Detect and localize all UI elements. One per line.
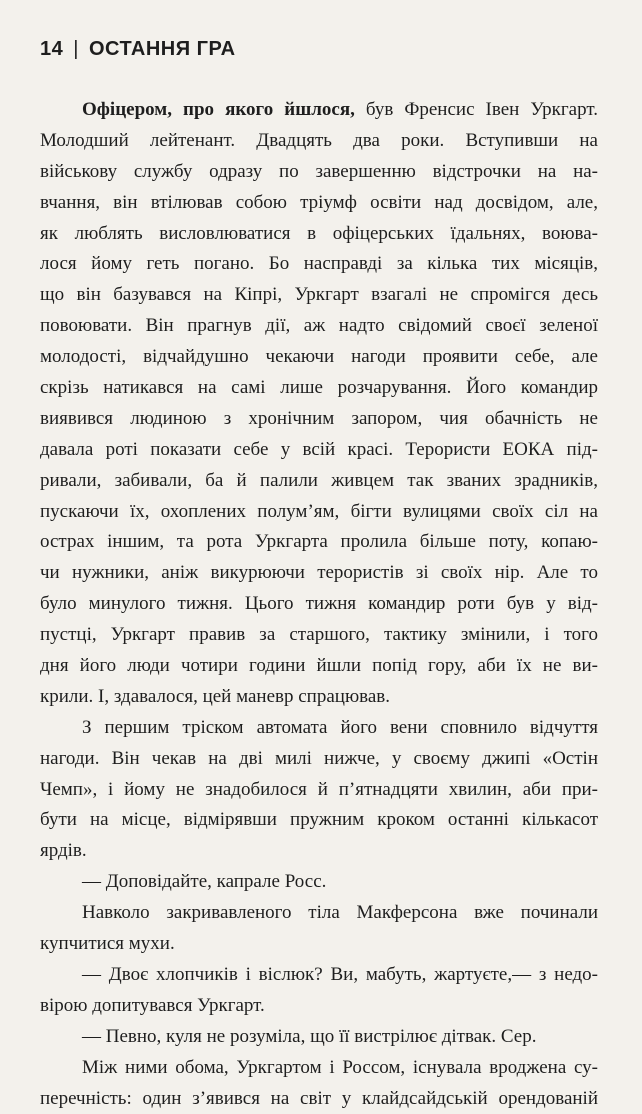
text-line bbox=[40, 435, 598, 466]
text-line bbox=[40, 1084, 598, 1114]
text-line bbox=[40, 744, 598, 775]
header-separator: | bbox=[73, 38, 79, 61]
line-text: пустці, Уркгарт правив за старшого, тактику змінили, і того bbox=[40, 624, 598, 645]
line-text: дня його люди чотири години йшли попід гору, аби їх не ви- bbox=[40, 655, 598, 676]
line-text: давала роті показати себе у всій красі. Терористи ЕОКА під- bbox=[40, 439, 598, 460]
text-line bbox=[40, 713, 598, 744]
text-line bbox=[40, 960, 598, 991]
line-text: що він базувався на Кіпрі, Уркгарт взагалі не спромігся десь bbox=[40, 284, 598, 305]
line-text: скрізь натикався на самі лише розчарування. Його командир bbox=[40, 377, 598, 398]
text-line bbox=[40, 651, 598, 682]
line-text: — Певно, куля не розуміла, що її вистрілює дітвак. Сер. bbox=[82, 1026, 536, 1047]
line-text: ривали, забивали, ба й палили живцем так званих зрадників, bbox=[40, 470, 598, 491]
line-text: — Доповідайте, капрале Росс. bbox=[82, 871, 326, 892]
text-line bbox=[40, 558, 598, 589]
line-text: Чемп», і йому не знадобилося й п’ятнадцяти хвилин, аби при- bbox=[40, 779, 598, 800]
line-text: лося йому геть погано. Бо насправді за кілька тих місяців, bbox=[40, 253, 598, 274]
text-line bbox=[40, 157, 598, 188]
text-line bbox=[40, 682, 598, 713]
line-text: як люблять висловлюватися в офіцерських їдальнях, воюва- bbox=[40, 223, 598, 244]
line-text: пускаючи їх, охоплених полум’ям, бігти вулицями своїх сіл на bbox=[40, 501, 598, 522]
line-text: острах іншим, та рота Уркгарта пролила більше поту, копаю- bbox=[40, 531, 598, 552]
text-line bbox=[40, 249, 598, 280]
text-line bbox=[40, 620, 598, 651]
line-text: був Френсис Івен Уркгарт. bbox=[355, 99, 598, 120]
line-text: повоювати. Він прагнув дії, аж надто свідомий своєї зеленої bbox=[40, 315, 598, 336]
text-line bbox=[40, 898, 598, 929]
line-text: Між ними обома, Уркгартом і Россом, існувала вроджена су- bbox=[82, 1057, 598, 1078]
text-line bbox=[40, 991, 598, 1022]
text-line bbox=[40, 466, 598, 497]
text-line bbox=[40, 775, 598, 806]
line-text: виявився людиною з хронічним запором, чия обачність не bbox=[40, 408, 598, 429]
text-line bbox=[40, 1022, 598, 1053]
line-text: Навколо закривавленого тіла Макферсона вже починали bbox=[82, 902, 598, 923]
running-header bbox=[40, 38, 236, 61]
text-line bbox=[40, 527, 598, 558]
text-line bbox=[40, 929, 598, 960]
line-text: вчання, він втілював собою тріумф освіти над досвідом, але, bbox=[40, 192, 598, 213]
line-text: чи нужники, аніж викурюючи терористів зі своїх нір. Але то bbox=[40, 562, 598, 583]
text-line bbox=[40, 497, 598, 528]
text-line bbox=[40, 126, 598, 157]
book-title: ОСТАННЯ ГРА bbox=[89, 38, 236, 61]
text-line bbox=[40, 219, 598, 250]
text-line bbox=[40, 95, 598, 126]
line-text: перечність: один з’явився на світ у клайдсайдській орендованій bbox=[40, 1088, 598, 1109]
text-line bbox=[40, 311, 598, 342]
line-text: було минулого тижня. Цього тижня командир роти був у від- bbox=[40, 593, 598, 614]
text-line bbox=[40, 836, 598, 867]
line-text: крили. І, здавалося, цей маневр спрацював. bbox=[40, 686, 390, 707]
line-text: ярдів. bbox=[40, 840, 87, 861]
body-text bbox=[40, 95, 598, 1114]
lead-phrase: Офіцером, про якого йшлося, bbox=[82, 99, 355, 120]
line-text: вірою допитувався Уркгарт. bbox=[40, 995, 265, 1016]
text-line bbox=[40, 1053, 598, 1084]
text-line bbox=[40, 867, 598, 898]
line-text: — Двоє хлопчиків і віслюк? Ви, мабуть, жартуєте,— з недо- bbox=[82, 964, 598, 985]
text-line bbox=[40, 188, 598, 219]
page-number: 14 bbox=[40, 38, 63, 61]
line-text: Молодший лейтенант. Двадцять два роки. Вступивши на bbox=[40, 130, 598, 151]
line-text: військову службу одразу по завершенню відстрочки на на- bbox=[40, 161, 598, 182]
text-line bbox=[40, 589, 598, 620]
line-text: нагоди. Він чекав на дві милі нижче, у своєму джипі «Остін bbox=[40, 748, 598, 769]
line-text: купчитися мухи. bbox=[40, 933, 175, 954]
text-line bbox=[40, 373, 598, 404]
text-line bbox=[40, 280, 598, 311]
text-line bbox=[40, 342, 598, 373]
text-line bbox=[40, 404, 598, 435]
line-text: З першим тріском автомата його вени сповнило відчуття bbox=[82, 717, 598, 738]
line-text: молодості, відчайдушно чекаючи нагоди проявити себе, але bbox=[40, 346, 598, 367]
text-line bbox=[40, 805, 598, 836]
line-text: бути на місце, відмірявши пружним кроком останні кількасот bbox=[40, 809, 598, 830]
